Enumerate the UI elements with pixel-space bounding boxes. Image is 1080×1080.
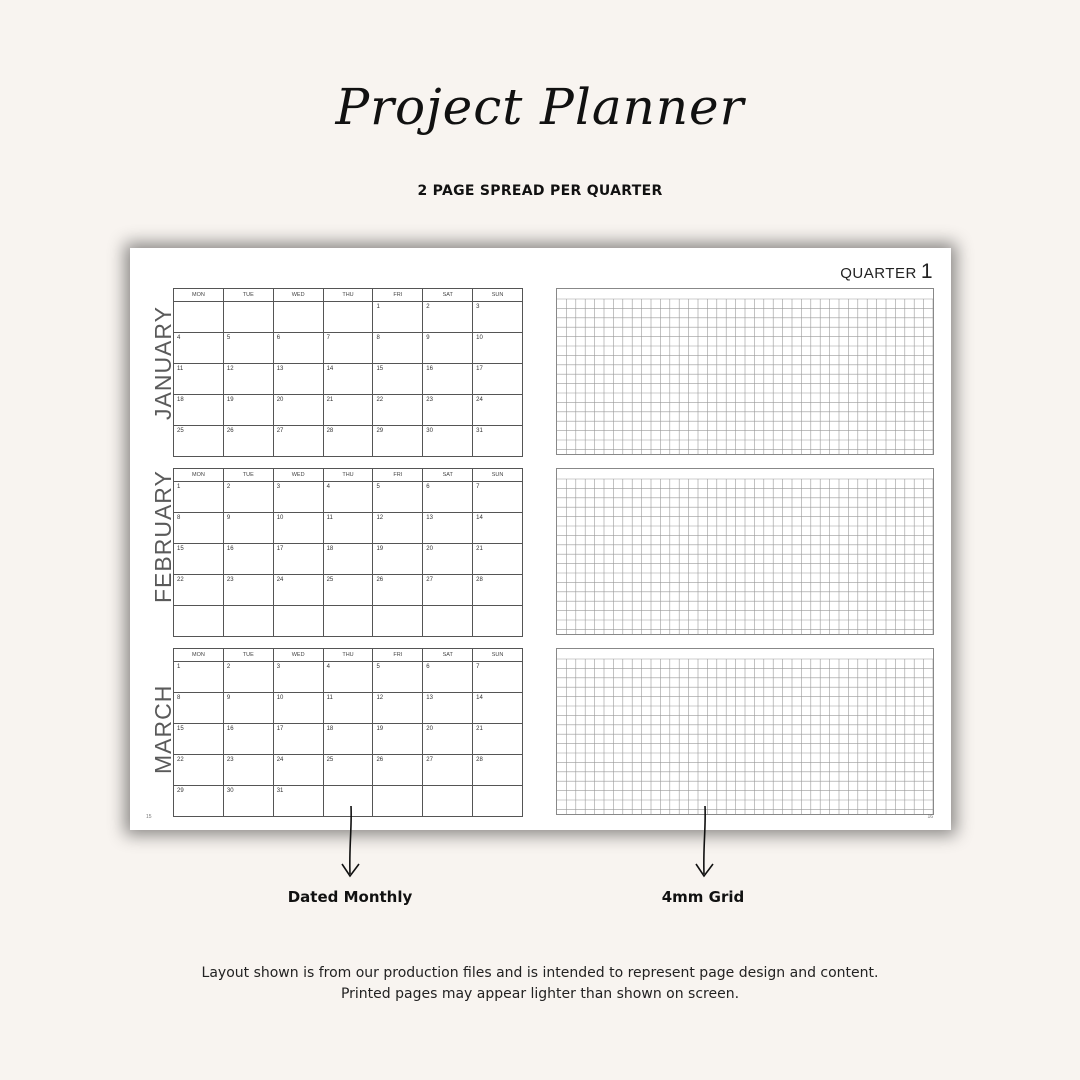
- day-cell: 16: [223, 724, 273, 754]
- calendar-february: [173, 468, 523, 637]
- day-cell: 14: [323, 364, 373, 394]
- page-number-right: 16: [927, 814, 933, 820]
- grid-lines: [557, 649, 933, 814]
- day-cell: 16: [223, 544, 273, 574]
- day-cell: 27: [422, 755, 472, 785]
- weekday-label: MON: [192, 292, 205, 298]
- day-cell: [323, 606, 373, 636]
- arrow-down-icon-right: [690, 802, 720, 882]
- weekday-label: MON: [192, 472, 205, 478]
- day-cell: [323, 302, 373, 332]
- weekday-label: SAT: [422, 289, 472, 301]
- week-row: [174, 512, 522, 543]
- day-cell: 13: [273, 364, 323, 394]
- day-cell: 20: [422, 724, 472, 754]
- day-cell: 23: [223, 755, 273, 785]
- day-cell: 11: [323, 513, 373, 543]
- day-cell: 12: [223, 364, 273, 394]
- day-cell: 1: [177, 664, 181, 670]
- day-cell: 28: [323, 426, 373, 456]
- day-cell: 25: [323, 575, 373, 605]
- day-cell: 27: [422, 575, 472, 605]
- day-cell: [372, 786, 422, 816]
- day-cell: 7: [472, 482, 522, 512]
- day-cell: 30: [422, 426, 472, 456]
- grid-lines: [557, 289, 933, 454]
- weekday-label: SAT: [422, 469, 472, 481]
- quarter-label: [840, 260, 933, 284]
- weekday-label: THU: [323, 649, 373, 661]
- day-cell: 25: [323, 755, 373, 785]
- day-cell: 19: [223, 395, 273, 425]
- arrow-down-icon-left: [336, 802, 366, 882]
- page-number-left: 15: [146, 814, 152, 820]
- weekday-label: FRI: [372, 649, 422, 661]
- weekday-label: WED: [273, 649, 323, 661]
- day-cell: 2: [223, 482, 273, 512]
- day-cell: [472, 786, 522, 816]
- day-cell: 9: [223, 513, 273, 543]
- day-cell: 5: [372, 482, 422, 512]
- day-cell: 28: [472, 575, 522, 605]
- day-cell: 8: [177, 515, 181, 521]
- grid-notes-february: [556, 468, 934, 635]
- week-row: [174, 723, 522, 754]
- day-cell: 9: [422, 333, 472, 363]
- day-cell: 9: [223, 693, 273, 723]
- weekday-label: TUE: [223, 289, 273, 301]
- day-cell: 16: [422, 364, 472, 394]
- day-cell: 13: [422, 693, 472, 723]
- caption-grid: 4mm Grid: [661, 888, 745, 906]
- calendar-january: [173, 288, 523, 457]
- planner-spread: [130, 248, 951, 830]
- weekday-label: SUN: [472, 469, 522, 481]
- weekday-label: THU: [323, 469, 373, 481]
- day-cell: 22: [177, 757, 184, 763]
- day-cell: 31: [273, 786, 323, 816]
- day-cell: [472, 606, 522, 636]
- day-cell: [273, 606, 323, 636]
- day-cell: 25: [177, 428, 184, 434]
- day-cell: 5: [223, 333, 273, 363]
- day-cell: 4: [323, 662, 373, 692]
- month-name-february: FEBRUARY: [150, 470, 176, 603]
- page-subtitle: 2 PAGE SPREAD PER QUARTER: [417, 183, 663, 199]
- day-cell: 15: [372, 364, 422, 394]
- week-row: [174, 662, 522, 692]
- day-cell: 24: [273, 755, 323, 785]
- day-cell: 15: [177, 726, 184, 732]
- day-cell: 24: [273, 575, 323, 605]
- day-cell: 7: [472, 662, 522, 692]
- day-cell: 18: [323, 544, 373, 574]
- day-cell: 28: [472, 755, 522, 785]
- day-cell: 1: [177, 484, 181, 490]
- day-cell: 24: [472, 395, 522, 425]
- week-row: [174, 692, 522, 723]
- day-cell: 22: [372, 395, 422, 425]
- day-cell: 20: [422, 544, 472, 574]
- week-row: [174, 574, 522, 605]
- weekday-label: WED: [273, 289, 323, 301]
- day-cell: 20: [273, 395, 323, 425]
- day-cell: 26: [372, 755, 422, 785]
- day-cell: 7: [323, 333, 373, 363]
- grid-notes-january: [556, 288, 934, 455]
- weekday-label: SUN: [472, 649, 522, 661]
- day-cell: [422, 606, 472, 636]
- disclaimer-line-2: Printed pages may appear lighter than shown on screen.: [340, 986, 740, 1002]
- weekday-header-row: [174, 469, 522, 482]
- day-cell: 17: [273, 724, 323, 754]
- month-name-march: MARCH: [150, 684, 176, 774]
- week-row: [174, 302, 522, 332]
- day-cell: 23: [422, 395, 472, 425]
- day-cell: 21: [323, 395, 373, 425]
- week-row: [174, 543, 522, 574]
- disclaimer-line-1: Layout shown is from our production files and is intended to represent page design and content.: [201, 965, 879, 981]
- day-cell: 3: [273, 662, 323, 692]
- week-row: [174, 482, 522, 512]
- day-cell: 6: [273, 333, 323, 363]
- weekday-label: FRI: [372, 289, 422, 301]
- day-cell: [273, 302, 323, 332]
- day-cell: 1: [372, 302, 422, 332]
- weekday-header-row: [174, 649, 522, 662]
- page-title: Project Planner: [335, 78, 745, 136]
- disclaimer: [0, 963, 1080, 1005]
- day-cell: 19: [372, 544, 422, 574]
- day-cell: 8: [372, 333, 422, 363]
- day-cell: 13: [422, 513, 472, 543]
- weekday-label: FRI: [372, 469, 422, 481]
- weekday-label: THU: [323, 289, 373, 301]
- day-cell: 4: [177, 335, 181, 341]
- day-cell: 29: [372, 426, 422, 456]
- day-cell: 14: [472, 513, 522, 543]
- week-row: [174, 332, 522, 363]
- day-cell: 22: [177, 577, 184, 583]
- day-cell: 6: [422, 662, 472, 692]
- day-cell: 26: [372, 575, 422, 605]
- day-cell: 15: [177, 546, 184, 552]
- weekday-label: WED: [273, 469, 323, 481]
- day-cell: 12: [372, 513, 422, 543]
- day-cell: 6: [422, 482, 472, 512]
- week-row: [174, 394, 522, 425]
- weekday-label: TUE: [223, 469, 273, 481]
- calendar-march: [173, 648, 523, 817]
- weekday-header-row: [174, 289, 522, 302]
- day-cell: [174, 606, 223, 636]
- week-row: [174, 754, 522, 785]
- day-cell: 4: [323, 482, 373, 512]
- day-cell: 31: [472, 426, 522, 456]
- day-cell: 30: [223, 786, 273, 816]
- month-name-january: JANUARY: [150, 306, 176, 420]
- day-cell: 5: [372, 662, 422, 692]
- day-cell: 2: [223, 662, 273, 692]
- weekday-label: SAT: [422, 649, 472, 661]
- week-row: [174, 605, 522, 636]
- day-cell: [223, 302, 273, 332]
- week-row: [174, 425, 522, 456]
- day-cell: 12: [372, 693, 422, 723]
- day-cell: 10: [472, 333, 522, 363]
- day-cell: 17: [273, 544, 323, 574]
- day-cell: 23: [223, 575, 273, 605]
- day-cell: [372, 606, 422, 636]
- day-cell: 10: [273, 513, 323, 543]
- quarter-number: 1: [920, 260, 933, 283]
- day-cell: 19: [372, 724, 422, 754]
- grid-lines: [557, 469, 933, 634]
- grid-notes-march: [556, 648, 934, 815]
- day-cell: 11: [323, 693, 373, 723]
- day-cell: 3: [273, 482, 323, 512]
- day-cell: 21: [472, 544, 522, 574]
- day-cell: 3: [472, 302, 522, 332]
- day-cell: 14: [472, 693, 522, 723]
- day-cell: 2: [422, 302, 472, 332]
- week-row: [174, 363, 522, 394]
- day-cell: 18: [177, 397, 184, 403]
- day-cell: 21: [472, 724, 522, 754]
- day-cell: [422, 786, 472, 816]
- quarter-label-text: QUARTER: [840, 265, 917, 282]
- day-cell: 10: [273, 693, 323, 723]
- day-cell: 26: [223, 426, 273, 456]
- day-cell: 29: [177, 788, 184, 794]
- day-cell: 18: [323, 724, 373, 754]
- day-cell: 8: [177, 695, 181, 701]
- day-cell: [223, 606, 273, 636]
- weekday-label: TUE: [223, 649, 273, 661]
- caption-dated-monthly: Dated Monthly: [287, 888, 413, 906]
- day-cell: 11: [177, 366, 184, 372]
- day-cell: [174, 302, 223, 332]
- weekday-label: SUN: [472, 289, 522, 301]
- day-cell: 17: [472, 364, 522, 394]
- weekday-label: MON: [192, 652, 205, 658]
- day-cell: 27: [273, 426, 323, 456]
